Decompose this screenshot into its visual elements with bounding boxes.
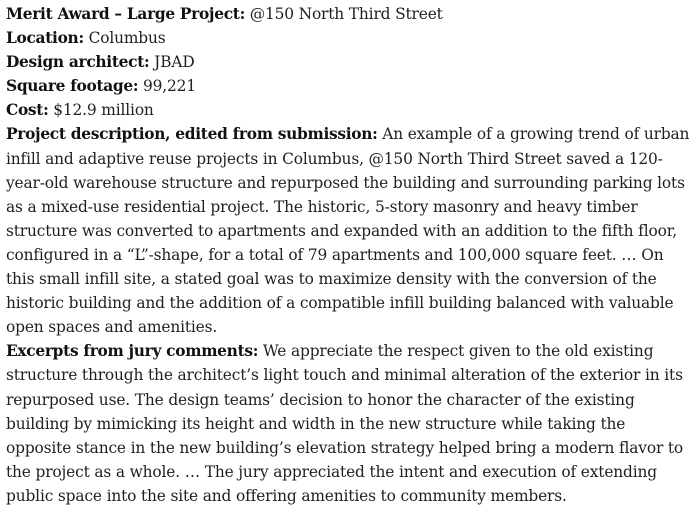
award-value: @150 North Third Street (249, 5, 443, 23)
architect-label: Design architect: (6, 53, 150, 72)
cost-line (6, 98, 694, 122)
jury-label: Excerpts from jury comments: (6, 342, 259, 361)
location-line (6, 26, 694, 50)
cost-value: $12.9 million (53, 101, 154, 120)
footage-value: 99,221 (143, 77, 196, 96)
architect-value: JBAD (154, 53, 195, 72)
architect-line (6, 50, 694, 74)
footage-label: Square footage: (6, 77, 139, 96)
description-text: An example of a growing trend of urban infill and adaptive reuse projects in Columbus, @150 North Third Street saved a 120-year-old warehouse structure and repurposed the building and surrounding parking lots as a mixed-use residential project. The historic, 5-story masonry and heavy timber structure was converted to apartments and expanded with an addition to the fifth floor, configured in a “L”-shape, for a total of 79 apartments and 100,000 square feet. … On this small infill site, a stated goal was to maximize density with the conversion of the historic building and the addition of a compatible infill building balanced with valuable open spaces and amenities. (6, 125, 690, 337)
location-value: Columbus (88, 29, 166, 48)
location-label: Location: (6, 29, 84, 48)
description-paragraph (6, 122, 694, 339)
cost-label: Cost: (6, 101, 49, 120)
jury-paragraph (6, 339, 694, 508)
jury-text: We appreciate the respect given to the old existing structure through the architect’s light touch and minimal alteration of the exterior in its repurposed use. The design teams’ decision to honor the character of the existing building by mimicking its height and width in the new structure while taking the opposite stance in the new building’s elevation strategy helped bring a modern flavor to the project as a whole. … The jury appreciated the intent and execution of extending public space into the site and offering amenities to community members. (6, 342, 684, 505)
description-label: Project description, edited from submission: (6, 125, 378, 144)
award-line (6, 2, 694, 26)
footage-line (6, 74, 694, 98)
award-label: Merit Award – Large Project: (6, 5, 245, 23)
